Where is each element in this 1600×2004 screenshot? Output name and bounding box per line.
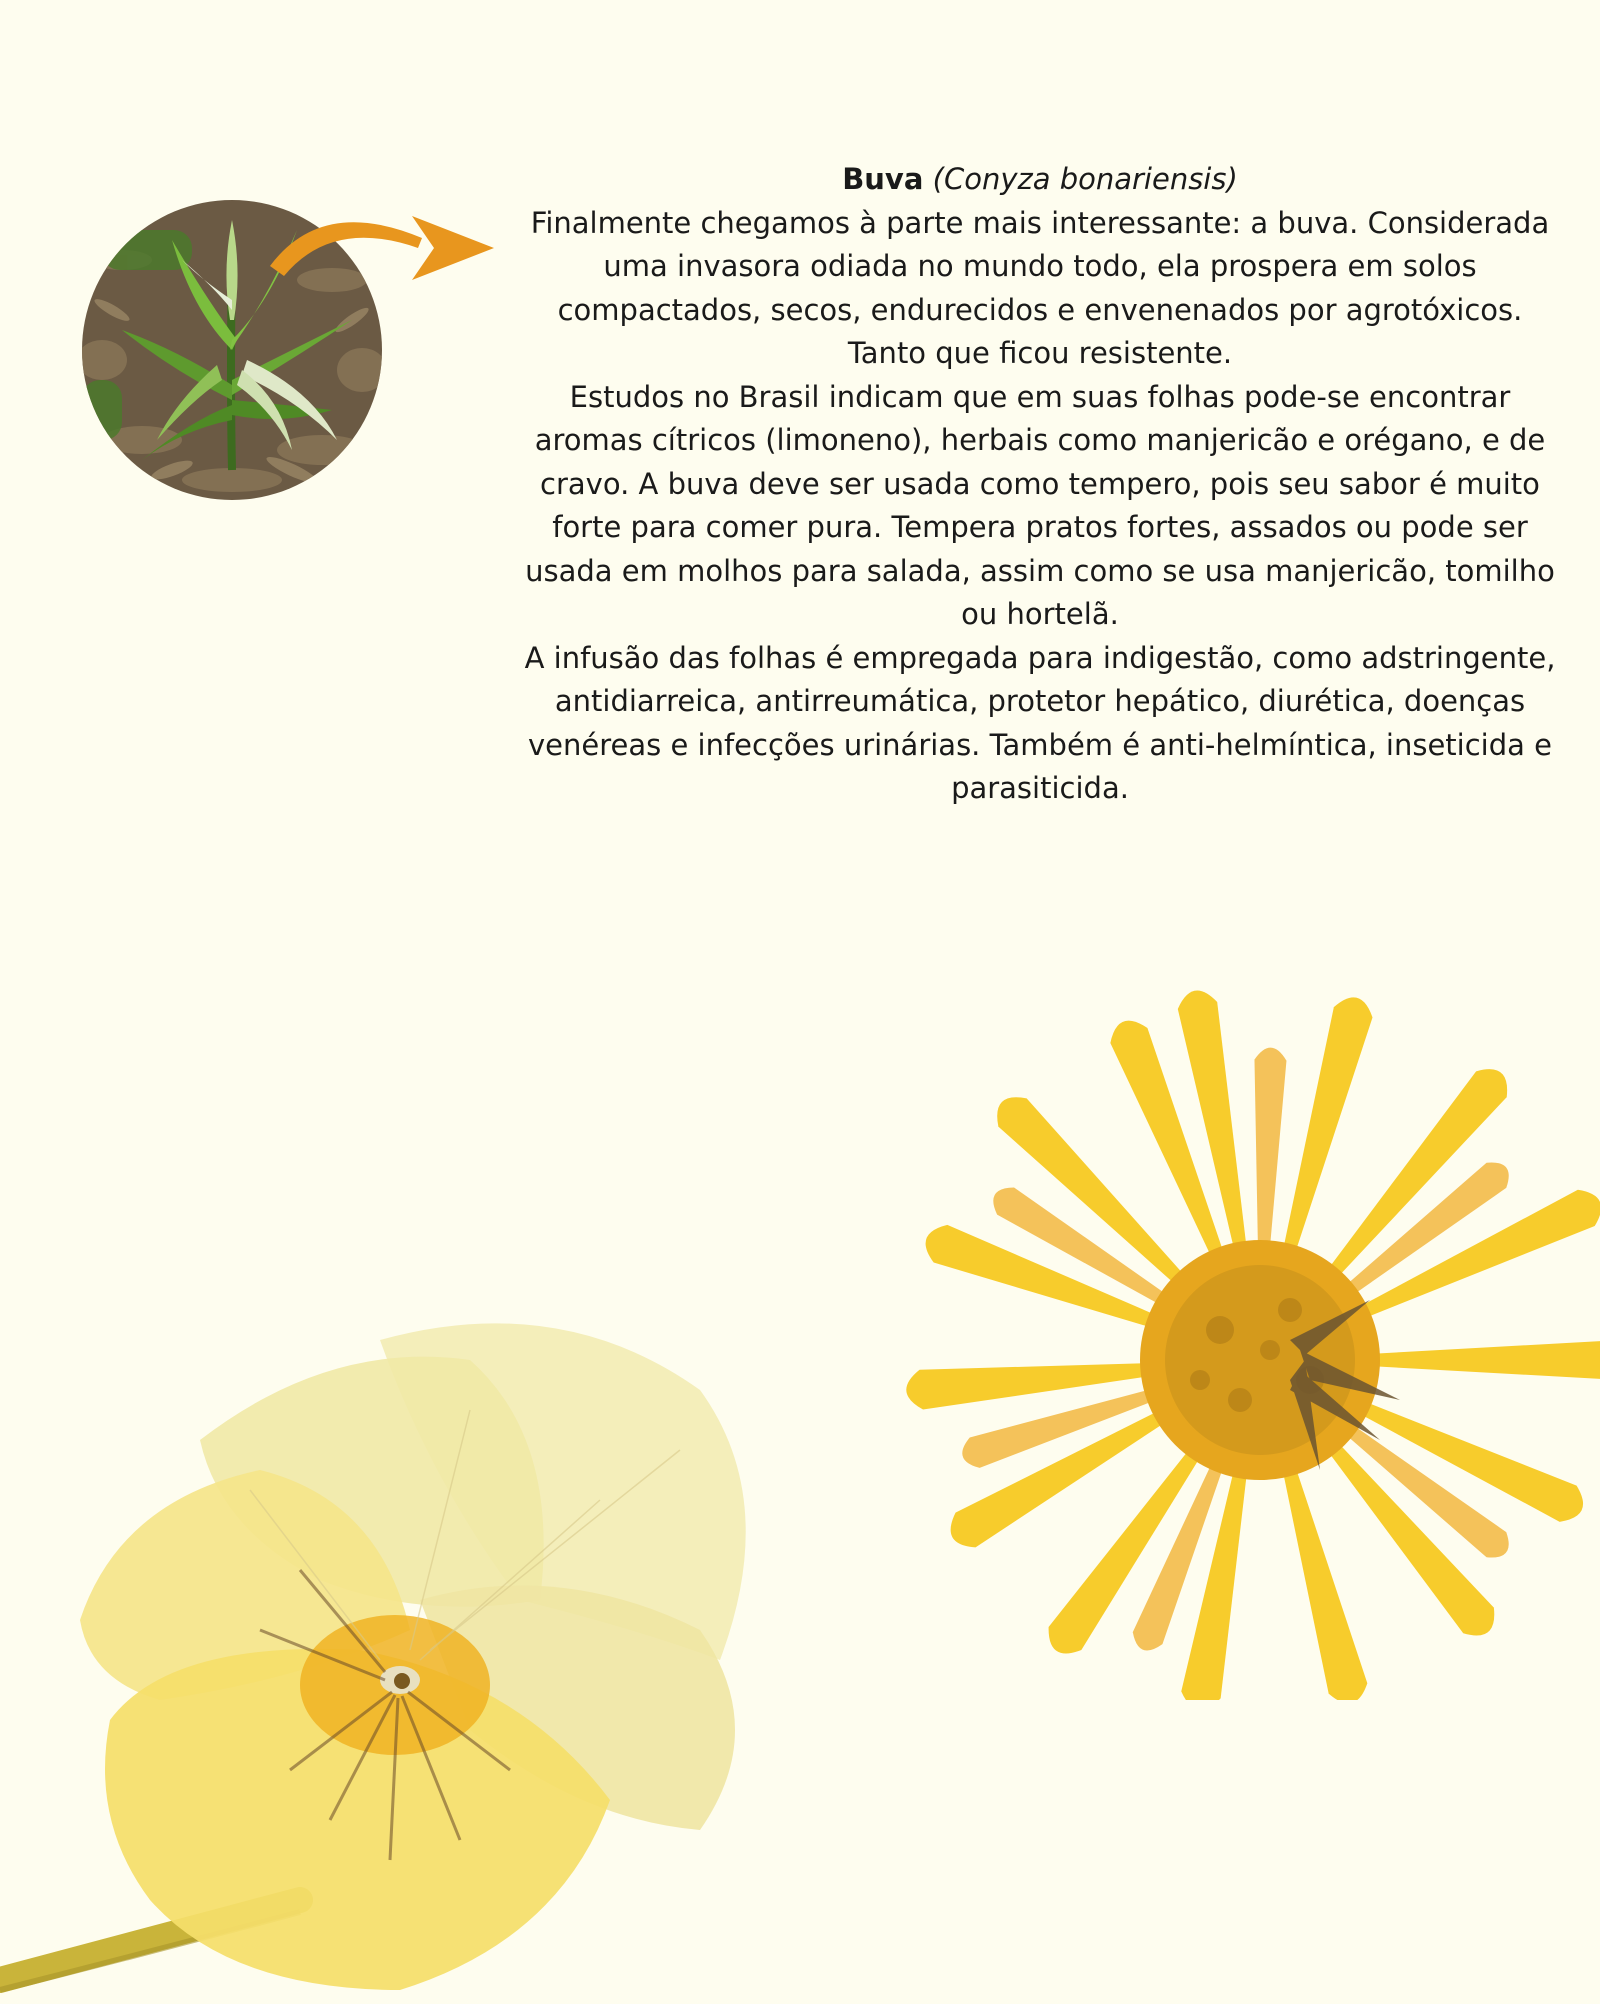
paragraph-culinary: Estudos no Brasil indicam que em suas folhas pode-se encontrar aromas cítricos (limoneno), herbais como manjericão e orégano, e de cravo. A buva deve ser usada como tempero, pois seu sabor é muito forte para comer pura. Tempera pratos fortes, assados ou pode ser usada em molhos para salada, assim como se usa manjericão, tomilho ou hortelã. (525, 379, 1555, 631)
buva-description (520, 158, 1560, 811)
paragraph-intro: Finalmente chegamos à parte mais interessante: a buva. Considerada uma invasora odiada no mundo todo, ela prospera em solos compactados, secos, endurecidos e envenenados por agrotóxicos. Tanto que ficou resistente. (530, 205, 1550, 370)
curved-arrow-icon (262, 196, 502, 306)
title-name: Buva (842, 162, 924, 196)
pressed-pansy-image (0, 1300, 820, 2000)
paragraph-medicinal: A infusão das folhas é empregada para indigestão, como adstringente, antidiarreica, antirreumática, protetor hepático, diurética, doenças venéreas e infecções urinárias. Também é anti-helmíntica, inseticida e parasiticida. (524, 640, 1556, 805)
title-scientific-name: (Conyza bonariensis) (932, 162, 1238, 196)
pressed-daisy-image (840, 980, 1600, 1700)
page-title (520, 158, 1560, 202)
